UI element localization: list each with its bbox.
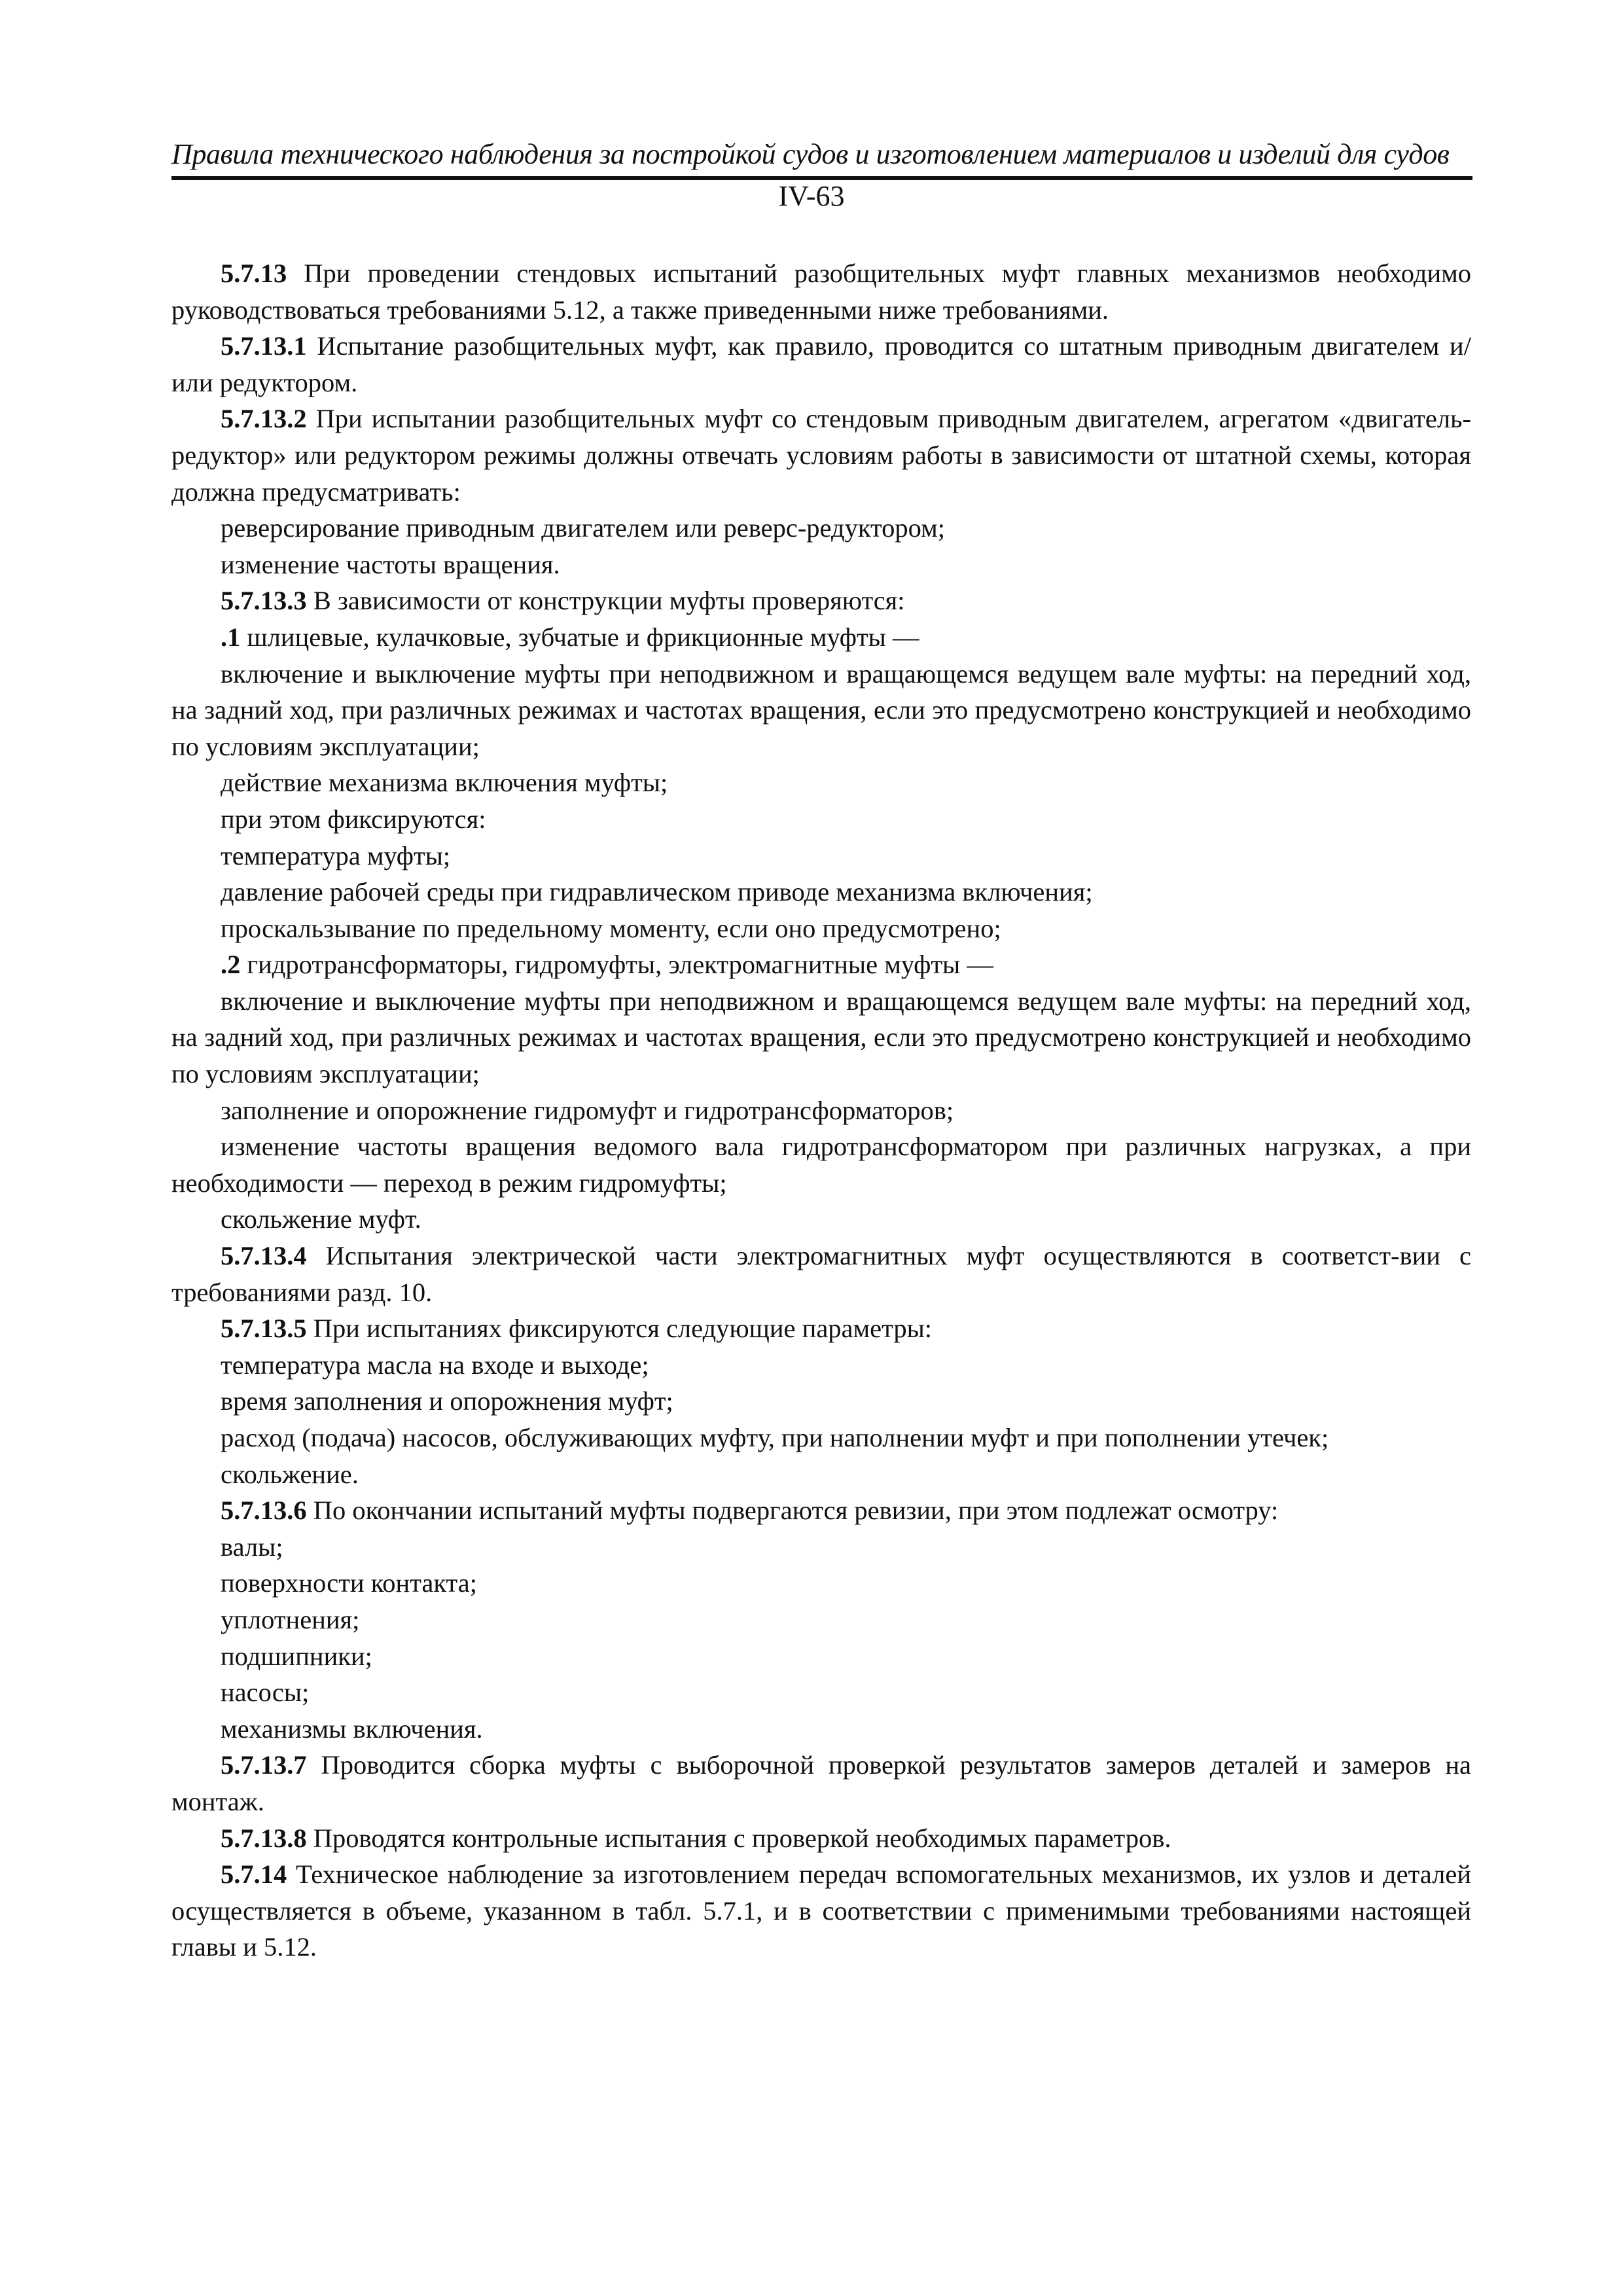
clause-number: 5.7.13.5: [221, 1314, 307, 1344]
list-item: [171, 547, 1471, 583]
paragraph: [171, 619, 1471, 656]
paragraph-text: По окончании испытаний муфты подвергаются ревизии, при этом подлежат осмотру:: [306, 1496, 1279, 1526]
paragraph-text: температура масла на входе и выходе;: [221, 1350, 649, 1380]
clause-number: .2: [221, 950, 241, 980]
paragraph: [171, 583, 1471, 619]
paragraph: [171, 255, 1471, 328]
paragraph-text: время заполнения и опорожнения муфт;: [221, 1386, 673, 1416]
paragraph-text: подшипники;: [221, 1641, 372, 1671]
paragraph-text: При испытаниях фиксируются следующие параметры:: [306, 1314, 933, 1344]
paragraph-text: изменение частоты вращения ведомого вала гидротрансформатором при различных нагрузках, а при необходимости — переход в режим гидромуфты;: [171, 1132, 1471, 1198]
clause-number: 5.7.13.3: [221, 586, 307, 616]
paragraph-text: расход (подача) насосов, обслуживающих муфту, при наполнении муфт и при пополнении утечек;: [221, 1423, 1329, 1452]
list-item: [171, 801, 1471, 838]
list-item: [171, 838, 1471, 874]
paragraph-text: шлицевые, кулачковые, зубчатые и фрикционные муфты —: [240, 622, 919, 652]
list-item: [171, 510, 1471, 547]
list-item: [171, 1565, 1471, 1602]
clause-number: 5.7.13: [221, 259, 287, 288]
paragraph: [171, 946, 1471, 983]
paragraph-text: Испытания электрической части электромагнитных муфт осуществляются в соответст-вии с требованиями разд. 10.: [171, 1241, 1471, 1307]
paragraph-text: механизмы включения.: [221, 1713, 483, 1744]
paragraph-text: скольжение.: [221, 1459, 359, 1489]
paragraph-text: проскальзывание по предельному моменту, если оно предусмотрено;: [221, 913, 1001, 943]
list-item: [171, 1602, 1471, 1638]
list-item: [171, 1674, 1471, 1711]
paragraph-text: Испытание разобщительных муфт, как правило, проводится со штатным приводным двигателем и/или редуктором.: [171, 331, 1471, 397]
paragraph-text: действие механизма включения муфты;: [221, 768, 668, 798]
paragraph: [171, 1492, 1471, 1529]
list-item: [171, 764, 1471, 801]
paragraph: [171, 1238, 1471, 1310]
list-item: [171, 1347, 1471, 1384]
document-body: [171, 255, 1471, 1965]
paragraph-text: валы;: [221, 1532, 283, 1562]
paragraph: [171, 1310, 1471, 1347]
clause-number: 5.7.13.7: [221, 1750, 307, 1780]
clause-number: 5.7.13.2: [221, 404, 307, 434]
paragraph-text: При испытании разобщительных муфт со стендовым приводным двигателем, агрегатом «двигатель-редуктор» или редуктором режимы должны отвечать условиям работы в зависимости от штатной схемы, которая должна предусматривать:: [171, 404, 1471, 507]
paragraph-text: скольжение муфт.: [221, 1204, 421, 1234]
list-item: [171, 910, 1471, 947]
clause-number: 5.7.13.4: [221, 1241, 307, 1271]
paragraph-text: гидротрансформаторы, гидромуфты, электромагнитные муфты —: [240, 950, 993, 980]
paragraph-text: уплотнения;: [221, 1604, 360, 1634]
paragraph-text: Проводится сборка муфты с выборочной проверкой результатов замеров деталей и замеров на монтаж.: [171, 1750, 1471, 1816]
clause-number: 5.7.13.6: [221, 1496, 307, 1526]
list-item: [171, 1128, 1471, 1201]
paragraph-text: Техническое наблюдение за изготовлением передач вспомогательных механизмов, их узлов и деталей осуществляется в объеме, указанном в табл. 5.7.1, и в соответствии с применимыми требованиями настоящей главы и 5.12.: [171, 1859, 1471, 1962]
list-item: [171, 1201, 1471, 1238]
paragraph: [171, 1747, 1471, 1820]
list-item: [171, 1420, 1471, 1456]
paragraph-text: температура муфты;: [221, 840, 451, 870]
paragraph: [171, 1820, 1471, 1857]
paragraph: [171, 401, 1471, 510]
paragraph-text: Проводятся контрольные испытания с проверкой необходимых параметров.: [306, 1823, 1171, 1853]
paragraph-text: поверхности контакта;: [221, 1568, 477, 1598]
paragraph-text: насосы;: [221, 1677, 310, 1708]
paragraph-text: изменение частоты вращения.: [221, 549, 560, 579]
list-item: [171, 1638, 1471, 1675]
paragraph-text: заполнение и опорожнение гидромуфт и гидротрансформаторов;: [221, 1095, 954, 1125]
list-item: [171, 983, 1471, 1092]
list-item: [171, 1383, 1471, 1420]
page-header-title: Правила технического наблюдения за постройкой судов и изготовлением материалов и изделий для судов: [171, 138, 1450, 170]
clause-number: 5.7.14: [221, 1859, 287, 1890]
list-item: [171, 874, 1471, 910]
paragraph: [171, 1856, 1471, 1965]
paragraph-text: При проведении стендовых испытаний разобщительных муфт главных механизмов необходимо руководствоваться требованиями 5.12, а также приведенными ниже требованиями.: [171, 259, 1471, 325]
list-item: [171, 1092, 1471, 1129]
paragraph-text: при этом фиксируются:: [221, 804, 486, 834]
clause-number: .1: [221, 622, 241, 652]
list-item: [171, 1456, 1471, 1493]
paragraph-text: реверсирование приводным двигателем или реверс-редуктором;: [221, 513, 946, 543]
paragraph-text: включение и выключение муфты при неподвижном и вращающемся ведущем вале муфты: на передний ход, на задний ход, при различных режимах и частотах вращения, если это предусмотрено конструкцией и необходимо по условиям эксплуатации;: [171, 986, 1471, 1089]
clause-number: 5.7.13.1: [221, 331, 307, 361]
paragraph-text: включение и выключение муфты при неподвижном и вращающемся ведущем вале муфты: на передний ход, на задний ход, при различных режимах и частотах вращения, если это предусмотрено конструкцией и необходимо по условиям эксплуатации;: [171, 658, 1471, 761]
page-number: IV-63: [778, 180, 845, 212]
clause-number: 5.7.13.8: [221, 1823, 307, 1853]
list-item: [171, 1711, 1471, 1748]
list-item: [171, 656, 1471, 765]
list-item: [171, 1529, 1471, 1566]
paragraph-text: В зависимости от конструкции муфты проверяются:: [306, 586, 905, 616]
paragraph-text: давление рабочей среды при гидравлическом приводе механизма включения;: [221, 877, 1093, 907]
paragraph: [171, 328, 1471, 401]
